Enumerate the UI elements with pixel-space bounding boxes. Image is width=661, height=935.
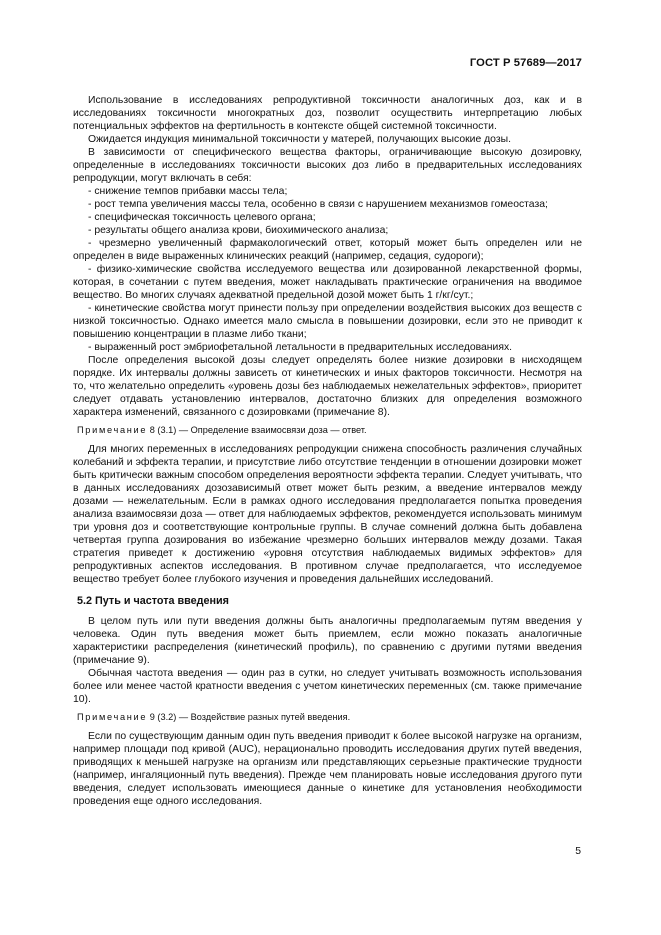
page-number: 5 xyxy=(575,846,581,857)
paragraph: Обычная частота введения — один раз в сутки, но следует учитывать возможность использования более или менее частой кратности введения с учетом кинетических переменных (см. также примечание 10). xyxy=(73,668,582,705)
section-heading: 5.2 Путь и частота введения xyxy=(77,595,229,607)
standard-header: ГОСТ Р 57689—2017 xyxy=(469,57,582,69)
note-label: Примечание xyxy=(77,712,148,722)
paragraph: Для многих переменных в исследованиях репродукции снижена способность различения случайных колебаний и эффекта терапии, и присутствие либо отсутствие тенденции в отношении дозировки может быть критически важным способом определения вероятности эффекта терапии. Следует учитывать, что в данных исследованиях дозозависимый ответ может быть резким, а введение интервалов между дозами — нежелательным. Если в рамках одного исследования предполагается попытка проведения анализа взаимосвязи доза — ответ для наблюдаемых эффектов, рекомендуется использовать минимум три уровня доз и соответствующие контрольные группы. В случае сомнений должна быть добавлена четвертая группа дозирования во избежание чрезмерно больших интервалов между дозами. Такая стратегия приведет к достижению «уровня отсутствия наблюдаемых видимых эффектов» для репродуктивных аспектов исследования. В противном случае предполагается, что исследуемое вещество требует более глубокого изучения и проведения дальнейших исследований. xyxy=(73,444,582,585)
paragraph: Если по существующим данным один путь введения приводит к более высокой нагрузке на организм, например площади под кривой (AUC), нерационально проводить исследования других путей введения, приводящих к меньшей нагрузке на организм или представляющих серьезные практические трудности (например, ингаляционный путь введения). Прежде чем планировать новые исследования другого пути введения, следует использовать имеющиеся данные о кинетике для установления необходимости проведения еще одного исследования. xyxy=(73,731,582,807)
paragraph: Использование в исследованиях репродуктивной токсичности аналогичных доз, как и в исследованиях токсичности многократных доз, позволит осуществить интерпретацию любых потенциальных эффектов на фертильность в контексте общей системной токсичности. xyxy=(73,95,582,132)
list-item: - кинетические свойства могут принести пользу при определении воздействия высоких доз веществ с низкой токсичностью. Однако имеется мало смысла в повышении дозировки, если это не приводит к повышению концентрации в плазме либо ткани; xyxy=(73,303,582,340)
note-text: 9 (3.2) — Воздействие разных путей введения. xyxy=(147,712,351,722)
list-item: - рост темпа увеличения массы тела, особенно в связи с нарушением механизмов гомеостаза; xyxy=(88,199,548,210)
paragraph: После определения высокой дозы следует определять более низкие дозировки в нисходящем порядке. Их интервалы должны зависеть от кинетических и иных факторов токсичности. Несмотря на то, что желательно определить «уровень дозы без наблюдаемых нежелательных эффектов», приоритет следует отдавать установлению интервалов, достаточно близких для определения возможного характера изменений, связанного с дозировками (примечание 8). xyxy=(73,355,582,418)
note-9 xyxy=(73,711,582,724)
paragraph: Ожидается индукция минимальной токсичности у матерей, получающих высокие дозы. xyxy=(88,134,511,145)
list-item: - снижение темпов прибавки массы тела; xyxy=(88,186,288,197)
note-8 xyxy=(73,424,582,437)
list-item: - специфическая токсичность целевого органа; xyxy=(88,212,316,223)
note-text: 8 (3.1) — Определение взаимосвязи доза — ответ. xyxy=(147,425,367,435)
list-item: - результаты общего анализа крови, биохимического анализа; xyxy=(88,225,389,236)
list-item: - выраженный рост эмбриофетальной летальности в предварительных исследованиях. xyxy=(88,342,513,353)
list-item: - чрезмерно увеличенный фармакологический ответ, который может быть определен или не определен в виде выраженных клинических реакций (например, седация, судороги); xyxy=(73,238,582,262)
document-body xyxy=(73,94,582,808)
list-item: - физико-химические свойства исследуемого вещества или дозированной лекарственной формы, которая, в сочетании с путем введения, может накладывать практические ограничения на вводимое вещество. Во многих случаях адекватной предельной дозой может быть 1 г/кг/сут.; xyxy=(73,264,582,301)
note-label: Примечание xyxy=(77,425,148,435)
paragraph: В зависимости от специфического вещества факторы, ограничивающие высокую дозировку, определенные в исследованиях токсичности высоких доз либо в предварительных исследованиях репродукции, могут включать в себя: xyxy=(73,147,582,184)
paragraph: В целом путь или пути введения должны быть аналогичны предполагаемым путям введения у человека. Один путь введения может быть приемлем, если можно показать аналогичные характеристики распределения (кинетический профиль), по сравнению с другими путями введения (примечание 9). xyxy=(73,616,582,666)
